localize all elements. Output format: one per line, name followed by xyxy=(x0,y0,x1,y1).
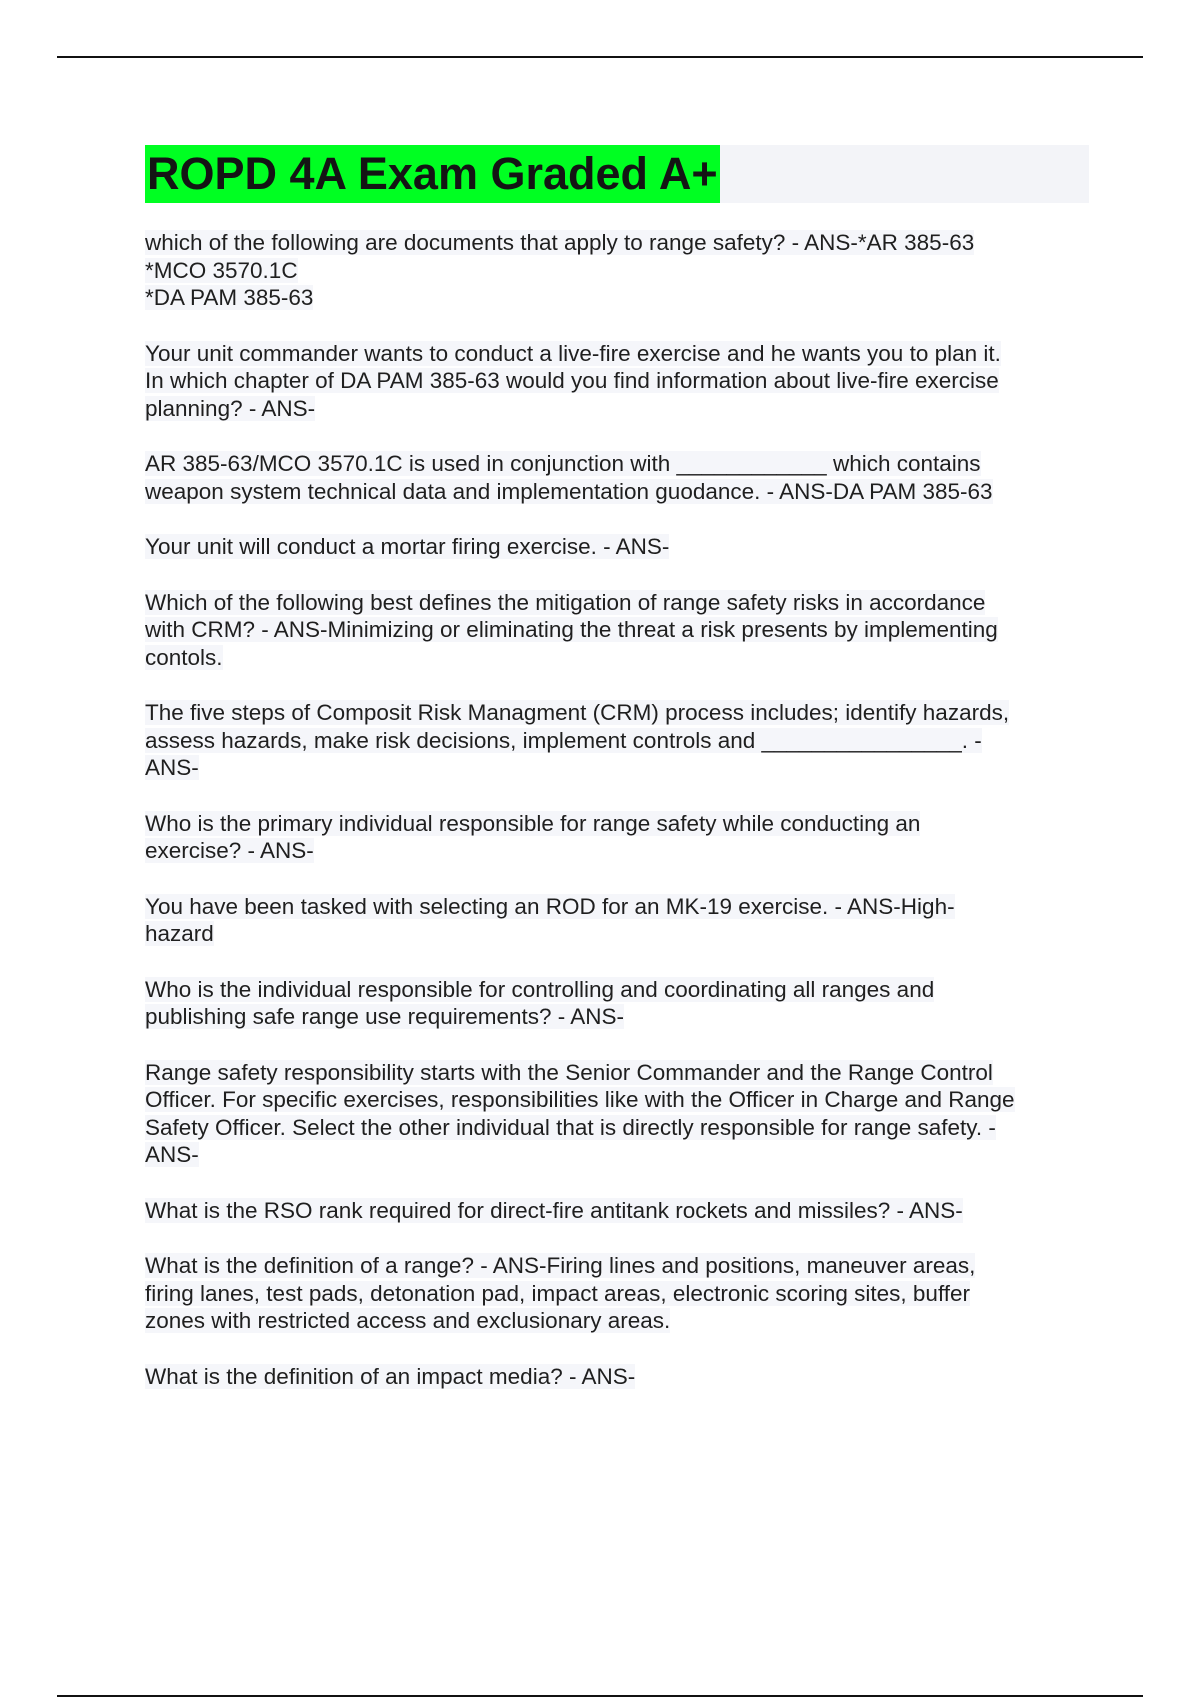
qa-text: Who is the individual responsible for controlling and coordinating all ranges and publishing safe range use requirements? - ANS- xyxy=(145,976,935,1029)
qa-text: Who is the primary individual responsible for range safety while conducting an exercise? - ANS- xyxy=(145,810,921,863)
qa-entry-9 xyxy=(145,976,1095,1031)
qa-text: You have been tasked with selecting an ROD for an MK-19 exercise. - ANS-High- hazard xyxy=(145,893,955,946)
qa-entry-11 xyxy=(145,1197,1095,1225)
qa-text: Which of the following best defines the mitigation of range safety risks in accordance with CRM? - ANS-Minimizing or eliminating the threat a risk presents by implementing contols. xyxy=(145,589,998,670)
qa-text: What is the RSO rank required for direct-fire antitank rockets and missiles? - ANS- xyxy=(145,1197,963,1223)
qa-entry-13 xyxy=(145,1363,1095,1391)
qa-text: AR 385-63/MCO 3570.1C is used in conjunction with ____________ which contains weapon system technical data and implementation guodance. - ANS-DA PAM 385-63 xyxy=(145,451,993,504)
qa-text: What is the definition of a range? - ANS-Firing lines and positions, maneuver areas, firing lanes, test pads, detonation pad, impact areas, electronic scoring sites, buffer zones with restricted access and exclusionary areas. xyxy=(145,1253,976,1333)
qa-text: Range safety responsibility starts with the Senior Commander and the Range Control Officer. For specific exercises, responsibilities like with the Officer in Charge and Range Safety Officer. Select the other individual that is directly responsible for range safety. - ANS- xyxy=(145,1059,1015,1167)
qa-entry-5 xyxy=(145,589,1095,672)
qa-entry-4 xyxy=(145,533,1095,561)
qa-entry-2 xyxy=(145,340,1095,423)
qa-text: which of the following are documents that apply to range safety? - ANS-*AR 385-63 *MCO 3570.1C *DA PAM 385-63 xyxy=(145,230,975,310)
qa-entry-1 xyxy=(145,229,1095,312)
qa-entry-8 xyxy=(145,893,1095,948)
question-list xyxy=(145,229,1095,1418)
qa-entry-7 xyxy=(145,810,1095,865)
qa-text: What is the definition of an impact media? - ANS- xyxy=(145,1363,636,1389)
qa-entry-6 xyxy=(145,699,1095,782)
qa-entry-3 xyxy=(145,450,1095,505)
top-rule xyxy=(57,56,1143,58)
qa-text: Your unit will conduct a mortar firing exercise. - ANS- xyxy=(145,534,670,559)
qa-text: Your unit commander wants to conduct a live-fire exercise and he wants you to plan it. In which chapter of DA PAM 385-63 would you find information about live-fire exercise planning? - ANS- xyxy=(145,340,1001,421)
document-title: ROPD 4A Exam Graded A+ xyxy=(145,145,720,203)
qa-entry-12 xyxy=(145,1252,1095,1335)
bottom-rule xyxy=(57,1695,1143,1697)
qa-entry-10 xyxy=(145,1059,1095,1169)
qa-text: The five steps of Composit Risk Managment (CRM) process includes; identify hazards, assess hazards, make risk decisions, implement controls and ________________. - ANS- xyxy=(145,700,1010,780)
